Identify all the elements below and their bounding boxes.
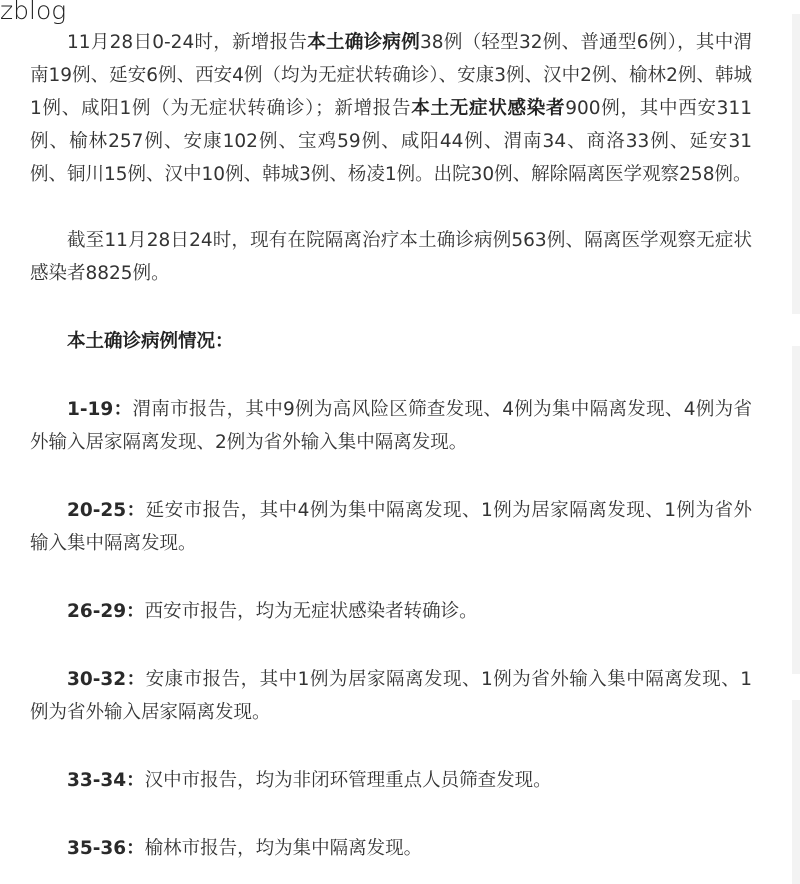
watermark-logo: zblog: [0, 0, 66, 25]
case-label: 33-34：: [67, 770, 145, 791]
section-heading-text: 本土确诊病例情况：: [67, 331, 234, 352]
side-strip: [792, 700, 800, 884]
summary-prefix: 11月28日0-24时，新增报告: [67, 32, 308, 53]
status-paragraph: 截至11月28日24时，现有在院隔离治疗本土确诊病例563例、隔离医学观察无症状感染者8825例。: [30, 230, 752, 284]
case-label: 26-29：: [67, 601, 145, 622]
case-item: [30, 595, 752, 628]
section-heading: [30, 325, 752, 358]
side-strip: [792, 14, 800, 314]
confirmed-detail: 38例（轻型32例、普通型6例），其中渭南19例、延安6例、西安4例（均为无症状转确诊）、安康3例、汉中2例、榆林2例、韩城1例、咸阳1例（为无症状转确诊）；新增报告: [30, 32, 752, 119]
case-item: [30, 832, 752, 865]
side-strip: [792, 346, 800, 674]
summary-paragraph: [30, 26, 752, 191]
case-text: 渭南市报告，其中9例为高风险区筛查发现、4例为集中隔离发现、4例为省外输入居家隔离发现、2例为省外输入集中隔离发现。: [30, 399, 752, 453]
case-label: 30-32：: [67, 669, 146, 690]
case-text: 安康市报告，其中1例为居家隔离发现、1例为省外输入集中隔离发现、1例为省外输入居家隔离发现。: [30, 669, 752, 723]
article-body: [30, 26, 752, 865]
case-item: [30, 764, 752, 797]
confirmed-label: 本土确诊病例: [307, 32, 420, 53]
case-text: 汉中市报告，均为非闭环管理重点人员筛查发现。: [144, 770, 552, 791]
case-text: 榆林市报告，均为集中隔离发现。: [144, 838, 423, 859]
case-label: 20-25：: [67, 500, 146, 521]
asymptomatic-label: 本土无症状感染者: [411, 98, 566, 119]
case-text: 西安市报告，均为无症状感染者转确诊。: [144, 601, 478, 622]
case-label: 35-36：: [67, 838, 145, 859]
asymptomatic-detail: 900例，其中西安311例、榆林257例、安康102例、宝鸡59例、咸阳44例、渭南34、商洛33例、延安31例、铜川15例、汉中10例、韩城3例、杨凌1例。出院30例、解除隔离医学观察258例。: [30, 98, 752, 185]
case-label: 1-19：: [67, 399, 133, 420]
case-text: 延安市报告，其中4例为集中隔离发现、1例为居家隔离发现、1例为省外输入集中隔离发现。: [30, 500, 752, 554]
case-item: [30, 663, 752, 729]
case-item: [30, 393, 752, 459]
case-item: [30, 494, 752, 560]
